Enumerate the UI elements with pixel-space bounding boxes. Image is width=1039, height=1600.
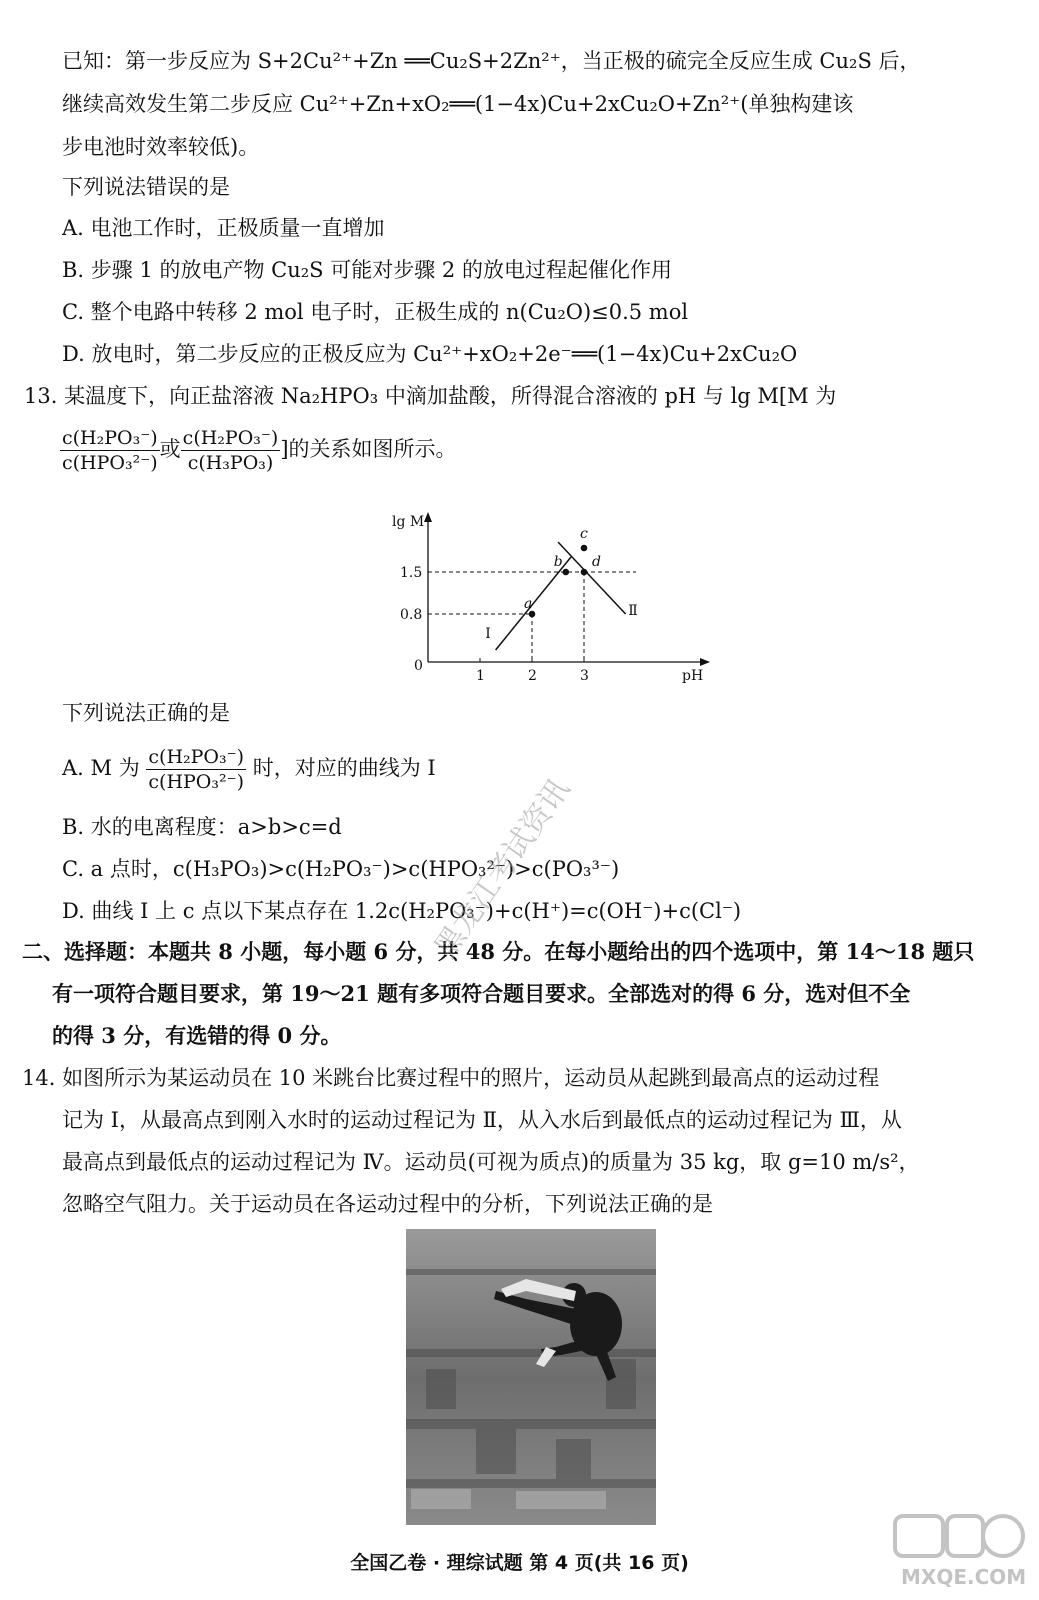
watermark	[420, 700, 680, 980]
lgm-ph-chart	[380, 510, 704, 690]
point-label-d: d	[592, 554, 601, 570]
point-label-b: b	[553, 554, 563, 570]
q13-option-a-numerator: c(H₂PO₃⁻)	[148, 746, 245, 768]
x-tick-label-2: 3	[580, 668, 589, 684]
q14-line-4: 忽略空气阻力。关于运动员在各运动过程中的分析，下列说法正确的是	[62, 1192, 713, 1216]
point-label-a: a	[524, 596, 533, 612]
section-2-instructions-line-1: 二、选择题：本题共 8 小题，每小题 6 分，共 48 分。在每小题给出的四个选项中，第 14～18 题只	[22, 939, 975, 964]
series-line-1	[558, 542, 626, 614]
q13-fraction-1-numerator: c(H₂PO₃⁻)	[62, 427, 158, 449]
section-2-instructions-line-2: 有一项符合题目要求，第 19～21 题有多项符合题目要求。全部选对的得 6 分，选对但不全	[52, 981, 911, 1006]
point-label-c: c	[580, 526, 588, 542]
y-tick-label-0: 0.8	[400, 607, 423, 623]
q13-option-a-denominator: c(HPO₃²⁻)	[148, 771, 245, 793]
diver-photo-illustration	[406, 1229, 656, 1525]
q12-prompt: 下列说法错误的是	[62, 175, 230, 199]
y-axis-label: lg M	[392, 514, 425, 530]
q14-line-3: 最高点到最低点的运动过程记为 Ⅳ。运动员(可视为质点)的质量为 35 kg，取 g=10 m/s²，	[62, 1150, 920, 1174]
page-footer: 全国乙卷 · 理综试题 第 4 页(共 16 页)	[350, 1552, 689, 1574]
q13-or: 或	[159, 437, 181, 461]
q12-option-d: D. 放电时，第二步反应的正极反应为 Cu²⁺+xO₂+2e⁻══(1−4x)Cu+2xCu₂O	[62, 342, 798, 366]
q13-option-a-fraction	[146, 745, 246, 794]
q12-known-line-1: 已知：第一步反应为 S+2Cu²⁺+Zn ══Cu₂S+2Zn²⁺，当正极的硫完全反应生成 Cu₂S 后，	[62, 49, 921, 73]
q13-fraction-2	[181, 426, 281, 475]
q12-known-line-3: 步电池时效率较低)。	[62, 135, 260, 159]
point-b	[563, 569, 570, 576]
q12-option-c: C. 整个电路中转移 2 mol 电子时，正极生成的 n(Cu₂O)≤0.5 mol	[62, 300, 689, 324]
q13-fraction-1-denominator: c(HPO₃²⁻)	[62, 452, 158, 474]
q13-stem-line-1: 13. 某温度下，向正盐溶液 Na₂HPO₃ 中滴加盐酸，所得混合溶液的 pH 与 lg M[M 为	[24, 384, 837, 408]
q14-line-2: 记为 Ⅰ，从最高点到刚入水时的运动过程记为 Ⅱ，从入水后到最低点的运动过程记为 Ⅲ，从	[62, 1108, 902, 1132]
x-tick-label-1: 2	[528, 668, 537, 684]
q13-fraction-2-denominator: c(H₃PO₃)	[187, 452, 274, 474]
series-line-0	[496, 557, 571, 650]
x-axis-arrow	[700, 658, 710, 666]
q13-option-a-prefix: A. M 为	[62, 756, 140, 780]
q14-line-1: 14. 如图所示为某运动员在 10 米跳台比赛过程中的照片，运动员从起跳到最高点的运动过程	[22, 1066, 880, 1090]
x-axis-label: pH	[682, 668, 704, 684]
y-axis-arrow	[424, 512, 432, 522]
q13-option-b: B. 水的电离程度：a>b>c=d	[62, 815, 342, 839]
origin-label: 0	[414, 658, 423, 674]
q13-prompt: 下列说法正确的是	[62, 701, 230, 725]
series-label-0: Ⅰ	[485, 626, 491, 642]
q13-stem-tail: ]的关系如图所示。	[280, 437, 457, 461]
corner-logo	[889, 1510, 1029, 1592]
q13-option-a	[62, 742, 436, 794]
y-tick-label-1: 1.5	[400, 565, 423, 581]
point-d	[581, 569, 588, 576]
q13-option-c: C. a 点时，c(H₃PO₃)>c(H₂PO₃⁻)>c(HPO₃²⁻)>c(PO₃³⁻)	[62, 857, 620, 881]
q13-option-d: D. 曲线 Ⅰ 上 c 点以下某点存在 1.2c(H₂PO₃⁻)+c(H⁺)=c(OH⁻)+c(Cl⁻)	[62, 899, 742, 923]
q13-fraction-2-numerator: c(H₂PO₃⁻)	[182, 427, 279, 449]
q13-stem-line-2	[60, 424, 457, 475]
q13-fraction-1	[60, 426, 160, 475]
watermark-text: 黑龙江考试资讯	[427, 772, 578, 965]
series-label-1: Ⅱ	[628, 603, 638, 620]
point-c	[581, 545, 588, 552]
corner-logo-text: MXQE.COM	[901, 1565, 1027, 1589]
diver-photo	[406, 1229, 656, 1525]
section-2-instructions-line-3: 的得 3 分，有选错的得 0 分。	[52, 1023, 342, 1048]
q13-option-a-suffix: 时，对应的曲线为 Ⅰ	[252, 756, 436, 780]
x-tick-label-0: 1	[476, 668, 485, 684]
q12-option-a: A. 电池工作时，正极质量一直增加	[62, 216, 385, 240]
q12-known-line-2: 继续高效发生第二步反应 Cu²⁺+Zn+xO₂══(1−4x)Cu+2xCu₂O+Zn²⁺(单独构建该	[62, 92, 854, 116]
q12-option-b: B. 步骤 1 的放电产物 Cu₂S 可能对步骤 2 的放电过程起催化作用	[62, 258, 672, 282]
